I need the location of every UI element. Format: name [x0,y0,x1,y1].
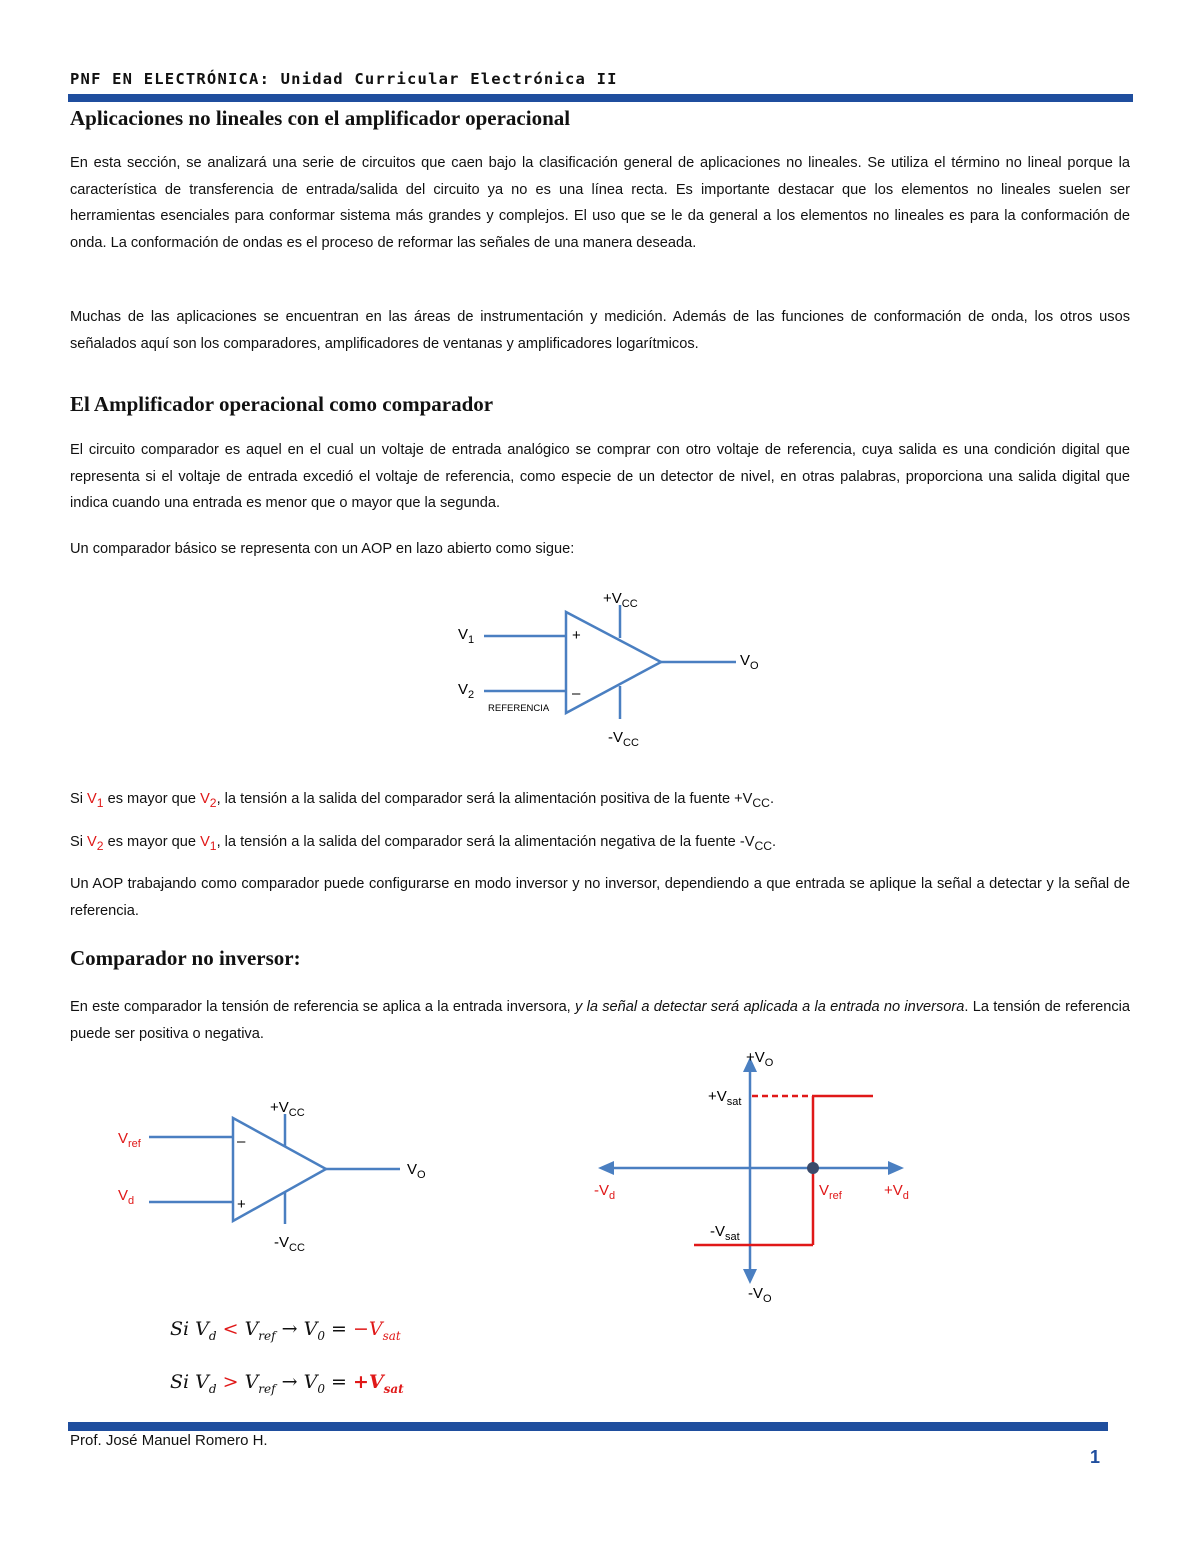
header-rule [68,94,1133,102]
x-axis-arrow-right [888,1161,904,1175]
input-plus-sign: + [237,1196,246,1213]
paragraph-applications: Muchas de las aplicaciones se encuentran en las áreas de instrumentación y medición. Además de las funciones de conformación de onda, los otros usos señalados aquí son los comparadores, amplificadores de ventanas y amplificadores logarítmicos. [70,309,1130,352]
section-heading-comparator: El Amplificador operacional como comparador [70,392,494,416]
label-pos-vsat: $+V_{sat}$ [708,1088,742,1108]
label-pos-vd: $+V_d$ [884,1182,909,1202]
y-axis-arrow-down [743,1269,757,1284]
input-minus-sign: – [572,685,581,702]
label-vref: $V_{ref}$ [118,1130,141,1150]
symbol-v2: $V_2$ [87,834,104,853]
x-axis-arrow-left [598,1161,614,1175]
rule-v2-greater: Si $V_2$ es mayor que $V_1$, la tensión a la salida del comparador será la alimentación negativa de la fuente $-V_{CC}$. [70,834,777,853]
transfer-characteristic-graph [580,1040,940,1310]
label-vcc-negative: $-V_{CC}$ [608,729,639,749]
label-vd: $V_d$ [118,1187,135,1207]
label-v1: $V_1$ [458,626,475,646]
vref-point [807,1162,819,1174]
input-minus-sign: – [237,1133,246,1150]
equation-vd-greater-than-vref: Si $V_d > V_{ref} \to V_0 = +V_{sat}$ [170,1371,404,1396]
comparator-circuit-diagram [440,580,780,750]
label-vcc-negative: $-V_{CC}$ [274,1234,305,1254]
label-vref: $V_{ref}$ [819,1182,842,1202]
input-plus-sign: + [572,627,581,644]
rule-v1-greater: Si $V_1$ es mayor que $V_2$, la tensión a la salida del comparador será la alimentación positiva de la fuente $+V_{CC}$. [70,791,775,810]
section-heading-nonlinear: Aplicaciones no lineales con el amplificador operacional [70,106,571,130]
label-vo: $V_O$ [740,652,759,672]
label-neg-vd: $-V_d$ [594,1182,616,1202]
opamp-triangle [233,1118,326,1221]
symbol-v1: $V_1$ [200,834,217,853]
equation-vd-less-than-vref: Si $V_d < V_{ref} \to V_0 = -V_{sat}$ [170,1318,401,1343]
paragraph-noninverting: En este comparador la tensión de referencia se aplica a la entrada inversora, y la señal a detectar será aplicada a la entrada no inversora. La tensión de referencia puede ser positiva o negativa. [70,999,1130,1042]
paragraph-nonlinear-intro: En esta sección, se analizará una serie de circuitos que caen bajo la clasificación general de aplicaciones no lineales. Se utiliza el término no lineal porque la característica de transferencia de entrada/salida del circuito ya no es una línea recta. Es importante destacar que los elementos no lineales suelen ser herramientas esenciales para conformar sistema más grandes y complejos. El uso que se le da general a los elementos no lineales es para la conformación de onda. La conformación de ondas es el proceso de reformar las señales de una manera deseada. [70,155,1130,251]
page-number: 1 [1089,1447,1100,1467]
paragraph-comparator-modes: Un AOP trabajando como comparador puede configurarse en modo inversor y no inversor, dependiendo a que entrada se aplique la señal a detectar y la señal de referencia. [70,876,1130,919]
document-header: PNF EN ELECTRÓNICA: Unidad Curricular Electrónica II [70,70,618,88]
footer-author: Prof. José Manuel Romero H. [70,1432,268,1449]
label-vo: $V_O$ [407,1161,426,1181]
paragraph-comparator-def: El circuito comparador es aquel en el cual un voltaje de entrada analógico se comprar con otro voltaje de referencia, cuya salida es una condición digital que representa si el voltaje de entrada excedió el voltaje de referencia, como especie de un detector de nivel, en otras palabras, proporciona una salida digital que indica cuando una entrada es menor que o mayor que la segunda. [70,442,1130,511]
footer-rule [68,1422,1108,1431]
symbol-v2: $V_2$ [200,791,217,810]
label-referencia: REFERENCIA [488,703,550,714]
label-neg-vo: $-V_O$ [748,1285,772,1305]
paragraph-basic-comparator: Un comparador básico se representa con un AOP en lazo abierto como sigue: [70,541,575,557]
label-vcc-positive: $+V_{CC}$ [270,1099,305,1119]
label-pos-vo: $+V_O$ [746,1049,774,1069]
label-v2: $V_2$ [458,681,475,701]
section-heading-noninverting: Comparador no inversor: [70,946,301,970]
symbol-v1: $V_1$ [87,791,104,810]
label-vcc-positive: $+V_{CC}$ [603,590,638,610]
label-neg-vsat: $-V_{sat}$ [710,1223,740,1243]
noninverting-comparator-circuit [100,1090,450,1260]
